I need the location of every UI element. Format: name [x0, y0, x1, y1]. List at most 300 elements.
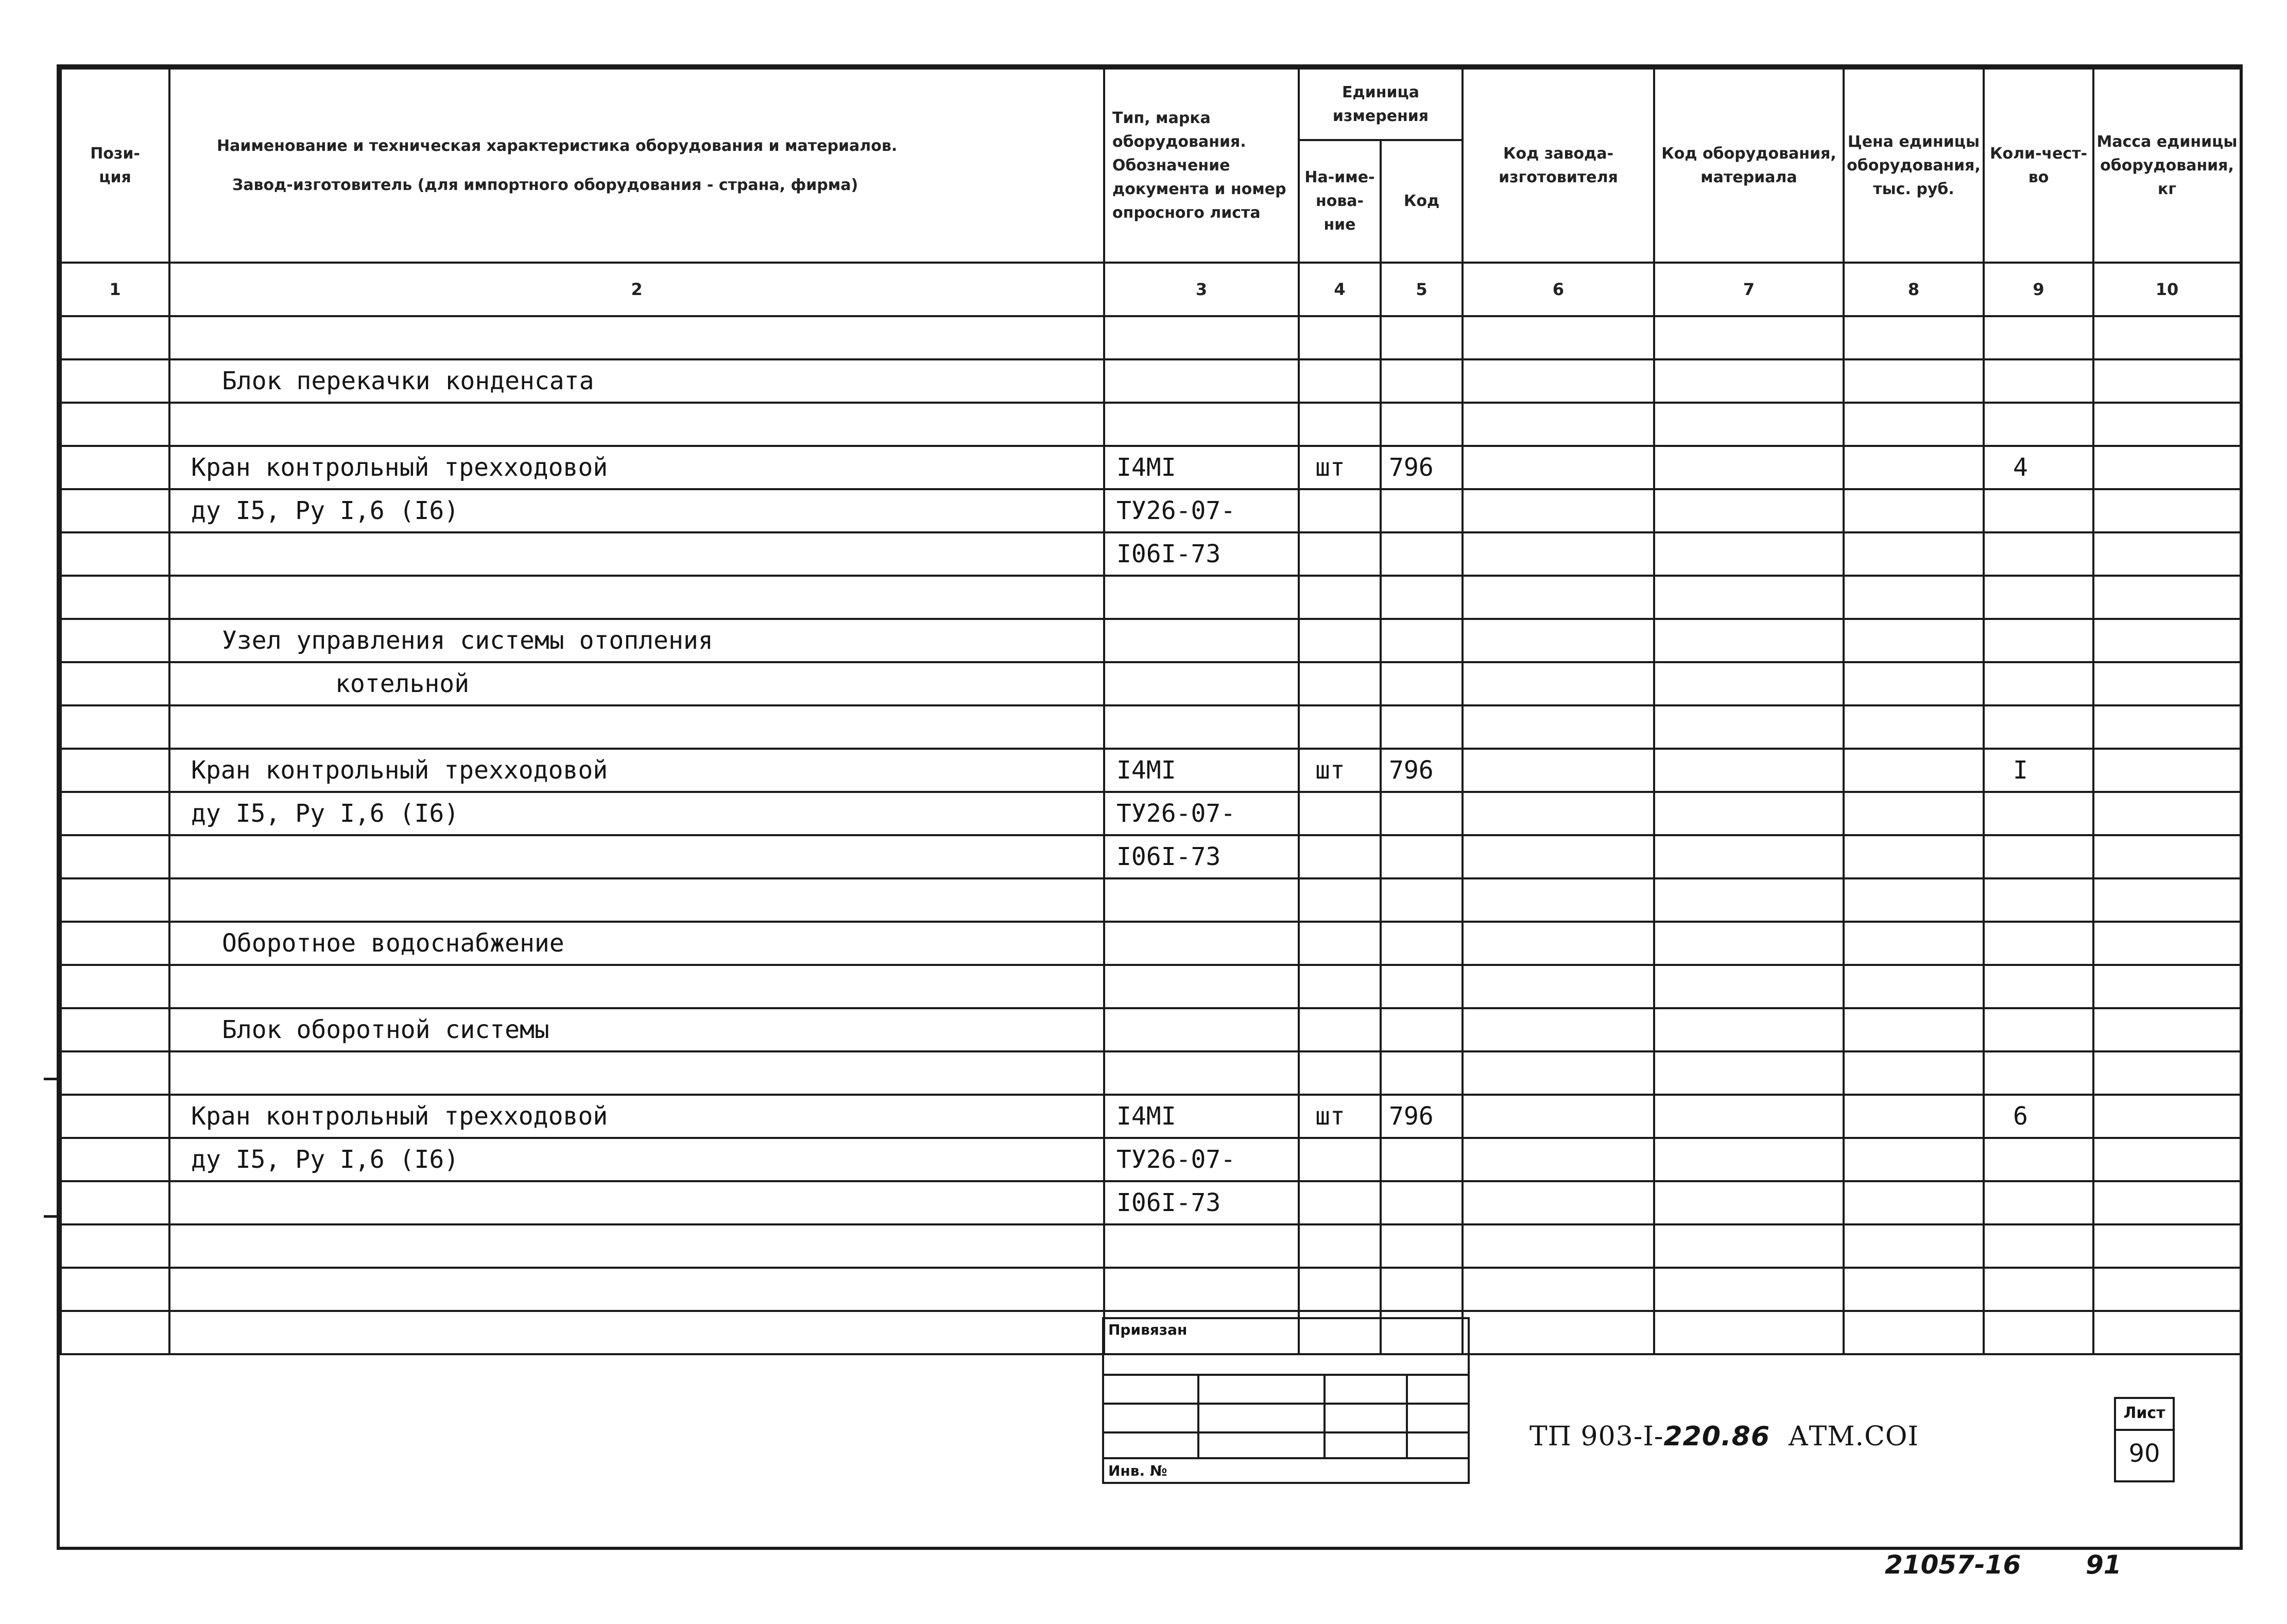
cell-equipment-code [1654, 359, 1844, 403]
specification-table [60, 67, 2242, 1355]
cell-unit-code [1381, 532, 1463, 576]
cell-quantity [1984, 1008, 2093, 1051]
cell-name [169, 1224, 1104, 1268]
cell-unit-name [1299, 1268, 1381, 1311]
cell-equipment-code [1654, 446, 1844, 489]
header-unit-code [1381, 140, 1463, 263]
cell-factory-code [1463, 965, 1654, 1008]
cell-unit-name: шт [1299, 749, 1381, 792]
table-row [61, 835, 2241, 878]
cell-name [169, 705, 1104, 749]
stamp-cell [1325, 1432, 1407, 1458]
column-number: 5 [1381, 263, 1463, 316]
cell-position [61, 835, 169, 878]
cell-position [61, 922, 169, 965]
cell-equipment-code [1654, 922, 1844, 965]
header-factory-code [1463, 68, 1654, 263]
cell-name [169, 403, 1104, 446]
cell-factory-code [1463, 359, 1654, 403]
cell-quantity [1984, 922, 2093, 965]
cell-mass [2093, 359, 2241, 403]
table-row [61, 1008, 2241, 1051]
cell-price [1844, 619, 1984, 662]
cell-unit-name [1299, 1181, 1381, 1224]
cell-factory-code [1463, 532, 1654, 576]
header-mass-text: Масса единицы оборудования, кг [2096, 132, 2238, 198]
sheet-label: Лист [2114, 1397, 2175, 1431]
cell-unit-name [1299, 792, 1381, 835]
cell-factory-code [1463, 1051, 1654, 1095]
table-row [61, 792, 2241, 835]
cell-price [1844, 532, 1984, 576]
cell-quantity [1984, 1311, 2093, 1354]
cell-type [1104, 662, 1299, 705]
cell-type: ТУ26-07- [1104, 1138, 1299, 1181]
cell-factory-code [1463, 922, 1654, 965]
cell-name: Блок перекачки конденсата [169, 359, 1104, 403]
cell-name: Узел управления системы отопления [169, 619, 1104, 662]
cell-equipment-code [1654, 1051, 1844, 1095]
stamp-cell [1103, 1432, 1198, 1458]
cell-position [61, 446, 169, 489]
cell-name [169, 576, 1104, 619]
cell-mass [2093, 1095, 2241, 1138]
cell-position [61, 1181, 169, 1224]
cell-unit-name [1299, 316, 1381, 359]
cell-position [61, 403, 169, 446]
table-row [61, 489, 2241, 532]
stamp-cell [1198, 1375, 1325, 1404]
cell-price [1844, 922, 1984, 965]
stamp-cell [1103, 1375, 1198, 1404]
cell-type [1104, 922, 1299, 965]
stamp-cell [1325, 1375, 1407, 1404]
header-name-line1: Наименование и техническая характеристика оборудования и материалов. [217, 136, 898, 155]
table-row [61, 316, 2241, 359]
cell-type [1104, 403, 1299, 446]
column-number: 2 [169, 263, 1104, 316]
cell-unit-code [1381, 1224, 1463, 1268]
header-position [61, 68, 169, 263]
stamp-linked-label: Привязан [1108, 1321, 1188, 1338]
cell-type: ТУ26-07- [1104, 792, 1299, 835]
cell-unit-code: 796 [1381, 749, 1463, 792]
cell-type [1104, 1051, 1299, 1095]
cell-unit-code [1381, 619, 1463, 662]
cell-price [1844, 359, 1984, 403]
cell-name [169, 1268, 1104, 1311]
cell-unit-code [1381, 662, 1463, 705]
cell-unit-name [1299, 619, 1381, 662]
cell-factory-code [1463, 705, 1654, 749]
header-unit-group [1299, 68, 1463, 140]
cell-mass [2093, 705, 2241, 749]
cell-mass [2093, 792, 2241, 835]
table-row [61, 532, 2241, 576]
header-unit-name-text: На-име-нова-ние [1304, 168, 1375, 234]
column-number: 3 [1104, 263, 1299, 316]
cell-unit-name [1299, 835, 1381, 878]
cell-type: I4MI [1104, 446, 1299, 489]
cell-name: котельной [169, 662, 1104, 705]
table-row [61, 403, 2241, 446]
cell-equipment-code [1654, 489, 1844, 532]
cell-price [1844, 1008, 1984, 1051]
cell-mass [2093, 1224, 2241, 1268]
cell-quantity [1984, 1181, 2093, 1224]
cell-position [61, 1095, 169, 1138]
cell-position [61, 316, 169, 359]
cell-name: Кран контрольный трехходовой [169, 1095, 1104, 1138]
cell-equipment-code [1654, 1138, 1844, 1181]
header-unit-group-text: Единица измерения [1332, 83, 1429, 125]
cell-price [1844, 576, 1984, 619]
cell-unit-code [1381, 878, 1463, 922]
cell-type: I4MI [1104, 749, 1299, 792]
header-type [1104, 68, 1299, 263]
cell-type [1104, 878, 1299, 922]
page-number: 91 [2086, 1550, 2122, 1580]
cell-position [61, 532, 169, 576]
table-row [61, 965, 2241, 1008]
cell-position [61, 878, 169, 922]
stamp-cell [1198, 1432, 1325, 1458]
cell-unit-name [1299, 965, 1381, 1008]
cell-equipment-code [1654, 532, 1844, 576]
cell-mass [2093, 835, 2241, 878]
table-row [61, 619, 2241, 662]
cell-position [61, 965, 169, 1008]
cell-mass [2093, 965, 2241, 1008]
cell-unit-name [1299, 705, 1381, 749]
header-type-text: Тип, марка оборудования. Обозначение документа и номер опросного листа [1112, 109, 1286, 222]
cell-unit-code [1381, 1008, 1463, 1051]
cell-name [169, 532, 1104, 576]
cell-unit-code [1381, 1051, 1463, 1095]
cell-price [1844, 705, 1984, 749]
cell-type [1104, 1268, 1299, 1311]
cell-price [1844, 878, 1984, 922]
cell-name [169, 316, 1104, 359]
cell-type [1104, 1008, 1299, 1051]
header-unit-name [1299, 140, 1381, 263]
cell-position [61, 1224, 169, 1268]
cell-unit-code [1381, 835, 1463, 878]
column-number: 6 [1463, 263, 1654, 316]
cell-type [1104, 316, 1299, 359]
cell-equipment-code [1654, 1268, 1844, 1311]
cell-equipment-code [1654, 1224, 1844, 1268]
cell-quantity [1984, 489, 2093, 532]
cell-price [1844, 1095, 1984, 1138]
cell-factory-code [1463, 316, 1654, 359]
stamp-cell [1198, 1404, 1325, 1432]
cell-quantity [1984, 705, 2093, 749]
header-price [1844, 68, 1984, 263]
cell-position [61, 1311, 169, 1354]
column-number: 7 [1654, 263, 1844, 316]
cell-position [61, 1268, 169, 1311]
table-row [61, 1224, 2241, 1268]
table-row [61, 359, 2241, 403]
cell-quantity [1984, 792, 2093, 835]
cell-unit-name [1299, 922, 1381, 965]
table-row [61, 576, 2241, 619]
cell-unit-code [1381, 576, 1463, 619]
column-number-row [61, 263, 2241, 316]
cell-quantity [1984, 316, 2093, 359]
cell-price [1844, 1268, 1984, 1311]
cell-price [1844, 749, 1984, 792]
cell-unit-code [1381, 1181, 1463, 1224]
cell-price [1844, 316, 1984, 359]
cell-factory-code [1463, 1311, 1654, 1354]
cell-type [1104, 576, 1299, 619]
column-number: 8 [1844, 263, 1984, 316]
cell-unit-name [1299, 1138, 1381, 1181]
cell-position [61, 792, 169, 835]
cell-price [1844, 1138, 1984, 1181]
table-row [61, 1051, 2241, 1095]
cell-unit-name [1299, 662, 1381, 705]
cell-equipment-code [1654, 619, 1844, 662]
cell-price [1844, 835, 1984, 878]
cell-name: ду I5, Ру I,6 (I6) [169, 792, 1104, 835]
cell-type: ТУ26-07- [1104, 489, 1299, 532]
cell-mass [2093, 1181, 2241, 1224]
cell-quantity: I [1984, 749, 2093, 792]
column-number: 9 [1984, 263, 2093, 316]
document-code-suffix: АТМ.СОI [1788, 1421, 1919, 1452]
cell-price [1844, 965, 1984, 1008]
title-stamp [1102, 1317, 1468, 1482]
stamp-inv-cell [1103, 1458, 1469, 1483]
cell-unit-code [1381, 705, 1463, 749]
cell-unit-name [1299, 576, 1381, 619]
stamp-linked-cell [1103, 1318, 1469, 1375]
cell-quantity [1984, 1268, 2093, 1311]
cell-factory-code [1463, 1008, 1654, 1051]
stamp-cell [1103, 1404, 1198, 1432]
cell-factory-code [1463, 446, 1654, 489]
cell-position [61, 662, 169, 705]
cell-quantity [1984, 359, 2093, 403]
cell-factory-code [1463, 1268, 1654, 1311]
cell-price [1844, 1181, 1984, 1224]
cell-quantity [1984, 1138, 2093, 1181]
header-unit-code-text: Код [1403, 192, 1440, 210]
cell-position [61, 359, 169, 403]
cell-equipment-code [1654, 1181, 1844, 1224]
sheet-number-box [2114, 1397, 2177, 1483]
cell-equipment-code [1654, 576, 1844, 619]
header-position-text: Пози- ция [90, 144, 140, 186]
cell-unit-code [1381, 965, 1463, 1008]
document-code-prefix: ТП 903-I- [1529, 1421, 1664, 1452]
table-row [61, 1268, 2241, 1311]
cell-factory-code [1463, 576, 1654, 619]
cell-type: I06I-73 [1104, 532, 1299, 576]
cell-unit-code [1381, 792, 1463, 835]
cell-price [1844, 446, 1984, 489]
cell-mass [2093, 576, 2241, 619]
cell-quantity [1984, 878, 2093, 922]
cell-type [1104, 705, 1299, 749]
cell-type [1104, 1224, 1299, 1268]
cell-quantity [1984, 576, 2093, 619]
cell-factory-code [1463, 489, 1654, 532]
cell-mass [2093, 662, 2241, 705]
cell-name [169, 1181, 1104, 1224]
cell-mass [2093, 489, 2241, 532]
cell-factory-code [1463, 1138, 1654, 1181]
cell-unit-code [1381, 359, 1463, 403]
stamp-cell [1325, 1404, 1407, 1432]
cell-quantity [1984, 662, 2093, 705]
cell-factory-code [1463, 403, 1654, 446]
cell-unit-code: 796 [1381, 1095, 1463, 1138]
cell-mass [2093, 922, 2241, 965]
table-row [61, 1138, 2241, 1181]
table-row [61, 662, 2241, 705]
cell-factory-code [1463, 1224, 1654, 1268]
cell-unit-name [1299, 1008, 1381, 1051]
header-factory-code-text: Код завода-изготовителя [1499, 144, 1618, 186]
header-quantity-text: Коли-чест-во [1989, 144, 2088, 186]
margin-tick [44, 1078, 57, 1080]
header-name-line2: Завод-изготовитель (для импортного оборудования - страна, фирма) [232, 176, 858, 194]
cell-equipment-code [1654, 792, 1844, 835]
cell-name [169, 835, 1104, 878]
cell-type: I06I-73 [1104, 835, 1299, 878]
header-equipment-code-text: Код оборудования, материала [1661, 144, 1836, 186]
cell-quantity [1984, 619, 2093, 662]
cell-factory-code [1463, 619, 1654, 662]
cell-name [169, 965, 1104, 1008]
cell-mass [2093, 878, 2241, 922]
cell-name: ду I5, Ру I,6 (I6) [169, 489, 1104, 532]
table-row [61, 1095, 2241, 1138]
cell-position [61, 705, 169, 749]
cell-quantity [1984, 965, 2093, 1008]
stamp-cell [1407, 1404, 1469, 1432]
cell-position [61, 749, 169, 792]
archive-number: 21057-16 [1885, 1550, 2021, 1580]
cell-mass [2093, 619, 2241, 662]
cell-type [1104, 359, 1299, 403]
cell-equipment-code [1654, 403, 1844, 446]
cell-mass [2093, 1138, 2241, 1181]
cell-mass [2093, 1311, 2241, 1354]
cell-equipment-code [1654, 1311, 1844, 1354]
cell-position [61, 1138, 169, 1181]
stamp-inv-label: Инв. № [1108, 1462, 1167, 1479]
cell-price [1844, 792, 1984, 835]
table-row [61, 1181, 2241, 1224]
cell-equipment-code [1654, 1008, 1844, 1051]
cell-mass [2093, 1268, 2241, 1311]
cell-price [1844, 1224, 1984, 1268]
cell-mass [2093, 1008, 2241, 1051]
cell-quantity [1984, 532, 2093, 576]
cell-name: Оборотное водоснабжение [169, 922, 1104, 965]
header-equipment-code [1654, 68, 1844, 263]
cell-unit-code [1381, 489, 1463, 532]
cell-unit-code: 796 [1381, 446, 1463, 489]
table-row [61, 749, 2241, 792]
cell-equipment-code [1654, 878, 1844, 922]
cell-equipment-code [1654, 835, 1844, 878]
specification-body [61, 316, 2241, 1354]
cell-position [61, 489, 169, 532]
cell-factory-code [1463, 835, 1654, 878]
cell-quantity: 4 [1984, 446, 2093, 489]
header-price-text: Цена единицы оборудования, тыс. руб. [1847, 132, 1981, 198]
cell-unit-name [1299, 1224, 1381, 1268]
cell-quantity [1984, 1051, 2093, 1095]
cell-position [61, 619, 169, 662]
cell-price [1844, 489, 1984, 532]
cell-unit-name [1299, 489, 1381, 532]
cell-position [61, 1008, 169, 1051]
cell-quantity [1984, 835, 2093, 878]
stamp-cell [1407, 1375, 1469, 1404]
cell-unit-code [1381, 316, 1463, 359]
cell-name: ду I5, Ру I,6 (I6) [169, 1138, 1104, 1181]
cell-type [1104, 965, 1299, 1008]
cell-mass [2093, 446, 2241, 489]
margin-tick [44, 1215, 57, 1218]
cell-unit-code [1381, 1138, 1463, 1181]
table-row [61, 446, 2241, 489]
cell-unit-name [1299, 1051, 1381, 1095]
cell-unit-name: шт [1299, 446, 1381, 489]
cell-unit-code [1381, 1268, 1463, 1311]
cell-name: Кран контрольный трехходовой [169, 446, 1104, 489]
cell-equipment-code [1654, 705, 1844, 749]
cell-price [1844, 662, 1984, 705]
table-row [61, 705, 2241, 749]
cell-unit-name: шт [1299, 1095, 1381, 1138]
cell-unit-code [1381, 922, 1463, 965]
cell-name: Блок оборотной системы [169, 1008, 1104, 1051]
cell-mass [2093, 749, 2241, 792]
cell-factory-code [1463, 749, 1654, 792]
cell-unit-name [1299, 878, 1381, 922]
document-code-handwritten: 220.86 [1663, 1421, 1770, 1452]
table-row [61, 878, 2241, 922]
cell-unit-name [1299, 403, 1381, 446]
cell-equipment-code [1654, 965, 1844, 1008]
cell-name: Кран контрольный трехходовой [169, 749, 1104, 792]
cell-type: I4MI [1104, 1095, 1299, 1138]
cell-price [1844, 1311, 1984, 1354]
cell-quantity [1984, 403, 2093, 446]
cell-price [1844, 403, 1984, 446]
cell-mass [2093, 316, 2241, 359]
cell-unit-code [1381, 403, 1463, 446]
cell-name [169, 878, 1104, 922]
cell-factory-code [1463, 792, 1654, 835]
cell-factory-code [1463, 662, 1654, 705]
cell-mass [2093, 532, 2241, 576]
cell-quantity: 6 [1984, 1095, 2093, 1138]
cell-name [169, 1051, 1104, 1095]
cell-mass [2093, 1051, 2241, 1095]
column-number: 1 [61, 263, 169, 316]
cell-mass [2093, 403, 2241, 446]
cell-position [61, 576, 169, 619]
